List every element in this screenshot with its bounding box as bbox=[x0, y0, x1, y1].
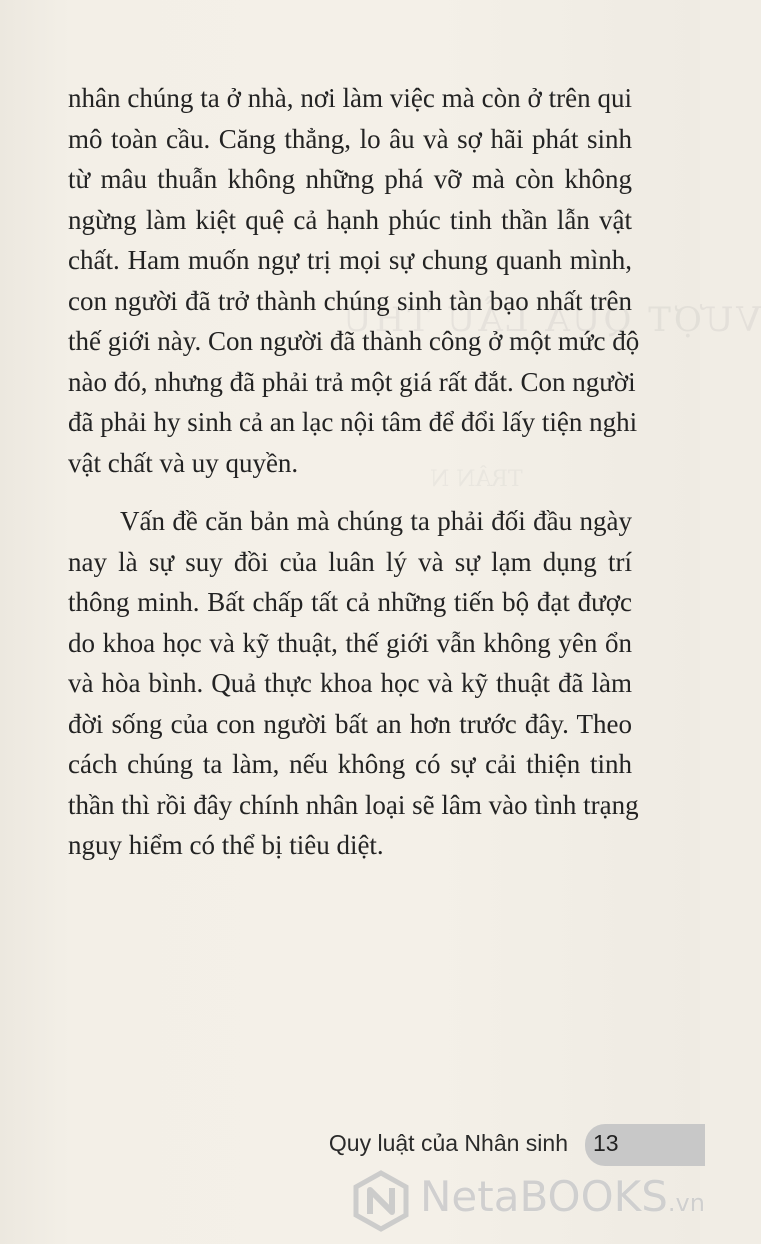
text-line: chất. Ham muốn ngự trị mọi sự chung quanh mình, bbox=[68, 245, 632, 275]
bleed-through-heading: VƯỢT QUA LẦU THỨ bbox=[340, 300, 761, 340]
text-line: mô toàn cầu. Căng thẳng, lo âu và sợ hãi phát sinh bbox=[68, 123, 632, 154]
paragraph-2 bbox=[68, 501, 639, 866]
netabooks-logo-icon bbox=[350, 1170, 412, 1232]
watermark-suffix: .vn bbox=[667, 1189, 705, 1217]
text-line: do khoa học và kỹ thuật, thế giới vẫn không yên ổn bbox=[68, 627, 632, 658]
text-line: và hòa bình. Quả thực khoa học và kỹ thuật đã làm bbox=[68, 668, 632, 698]
page-number: 13 bbox=[593, 1130, 619, 1156]
text-line: thông minh. Bất chấp tất cả những tiến bộ đạt được bbox=[68, 587, 632, 617]
watermark-brand: NetaBOOKS bbox=[420, 1172, 668, 1221]
text-line: đời sống của con người bất an hơn trước đây. Theo bbox=[68, 708, 632, 739]
text-line: vật chất và uy quyền. bbox=[68, 447, 299, 478]
text-line: Vấn đề căn bản mà chúng ta phải đối đầu ngày bbox=[120, 506, 632, 536]
watermark bbox=[350, 1168, 705, 1232]
running-head: Quy luật của Nhân sinh bbox=[328, 1130, 568, 1156]
paragraph-1 bbox=[68, 78, 640, 483]
text-line: thần thì rồi đây chính nhân loại sẽ lâm vào tình trạng bbox=[68, 789, 639, 820]
watermark-text bbox=[420, 1172, 705, 1221]
text-line: con người đã trở thành chúng sinh tàn bạo nhất trên bbox=[68, 285, 632, 316]
text-line: ngừng làm kiệt quệ cả hạnh phúc tinh thần lẫn vật bbox=[68, 204, 632, 235]
page-footer bbox=[0, 1122, 700, 1170]
body-text bbox=[68, 78, 640, 866]
text-line: đã phải hy sinh cả an lạc nội tâm để đổi lấy tiện nghi bbox=[68, 407, 638, 437]
text-line: nay là sự suy đồi của luân lý và sự lạm dụng trí bbox=[68, 546, 632, 577]
text-line: cách chúng ta làm, nếu không có sự cải thiện tinh bbox=[68, 749, 632, 779]
text-line: nhân chúng ta ở nhà, nơi làm việc mà còn ở trên qui bbox=[68, 83, 632, 113]
text-line: thế giới này. Con người đã thành công ở một mức độ bbox=[68, 326, 640, 356]
text-line: nguy hiểm có thể bị tiêu diệt. bbox=[68, 830, 384, 860]
text-line: từ mâu thuẫn không những phá vỡ mà còn không bbox=[68, 164, 632, 194]
bleed-through-subheading: TRÂN N bbox=[430, 467, 523, 492]
text-line: nào đó, nhưng đã phải trả một giá rất đắt. Con người bbox=[68, 366, 636, 397]
